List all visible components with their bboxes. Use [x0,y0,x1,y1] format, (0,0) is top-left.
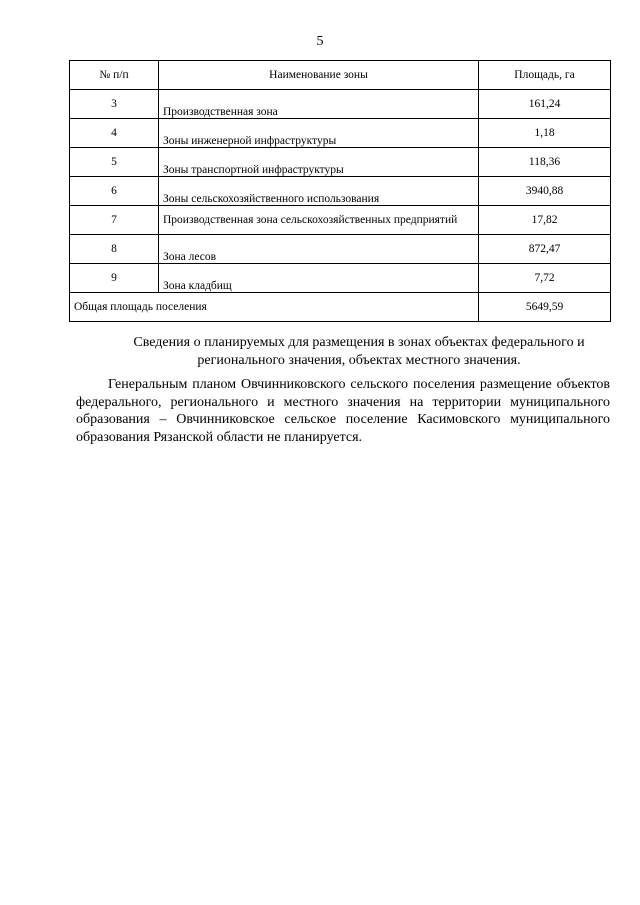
row-area: 1,18 [479,119,611,148]
table-row [70,148,611,177]
section-heading: Сведения о планируемых для размещения в зонах объектах федерального и регионального значения, объектах местного значения. [133,335,585,368]
row-zone-name: Зона кладбищ [159,264,479,293]
row-zone-name: Производственная зона сельскохозяйственных предприятий [159,206,479,235]
table-header-row [70,61,611,90]
body-paragraph: Генеральным планом Овчинниковского сельского поселения размещение объектов федерального, регионального и местного значения на территории муниципального образования – Овчинниковское сельское поселение Касимовского муниципального образования Рязанской области не планируется. [76,377,610,445]
row-number: 6 [70,177,159,206]
table-total-row [70,293,611,322]
row-area: 7,72 [479,264,611,293]
total-label: Общая площадь поселения [70,293,479,322]
table-row [70,177,611,206]
row-zone-name: Зона лесов [159,235,479,264]
table-row [70,235,611,264]
page-number: 5 [316,34,324,49]
row-area: 17,82 [479,206,611,235]
row-number: 7 [70,206,159,235]
total-area: 5649,59 [479,293,611,322]
header-zone-name: Наименование зоны [159,61,479,90]
row-number: 9 [70,264,159,293]
row-area: 3940,88 [479,177,611,206]
table-row [70,206,611,235]
row-area: 872,47 [479,235,611,264]
row-number: 5 [70,148,159,177]
header-number: № п/п [70,61,159,90]
row-zone-name: Производственная зона [159,90,479,119]
row-number: 8 [70,235,159,264]
row-area: 118,36 [479,148,611,177]
row-area: 161,24 [479,90,611,119]
table-row [70,119,611,148]
header-area: Площадь, га [479,61,611,90]
row-zone-name: Зоны инженерной инфраструктуры [159,119,479,148]
table-row [70,264,611,293]
row-number: 4 [70,119,159,148]
zones-table [69,60,611,322]
row-zone-name: Зоны сельскохозяйственного использования [159,177,479,206]
row-zone-name: Зоны транспортной инфраструктуры [159,148,479,177]
row-number: 3 [70,90,159,119]
table-row [70,90,611,119]
